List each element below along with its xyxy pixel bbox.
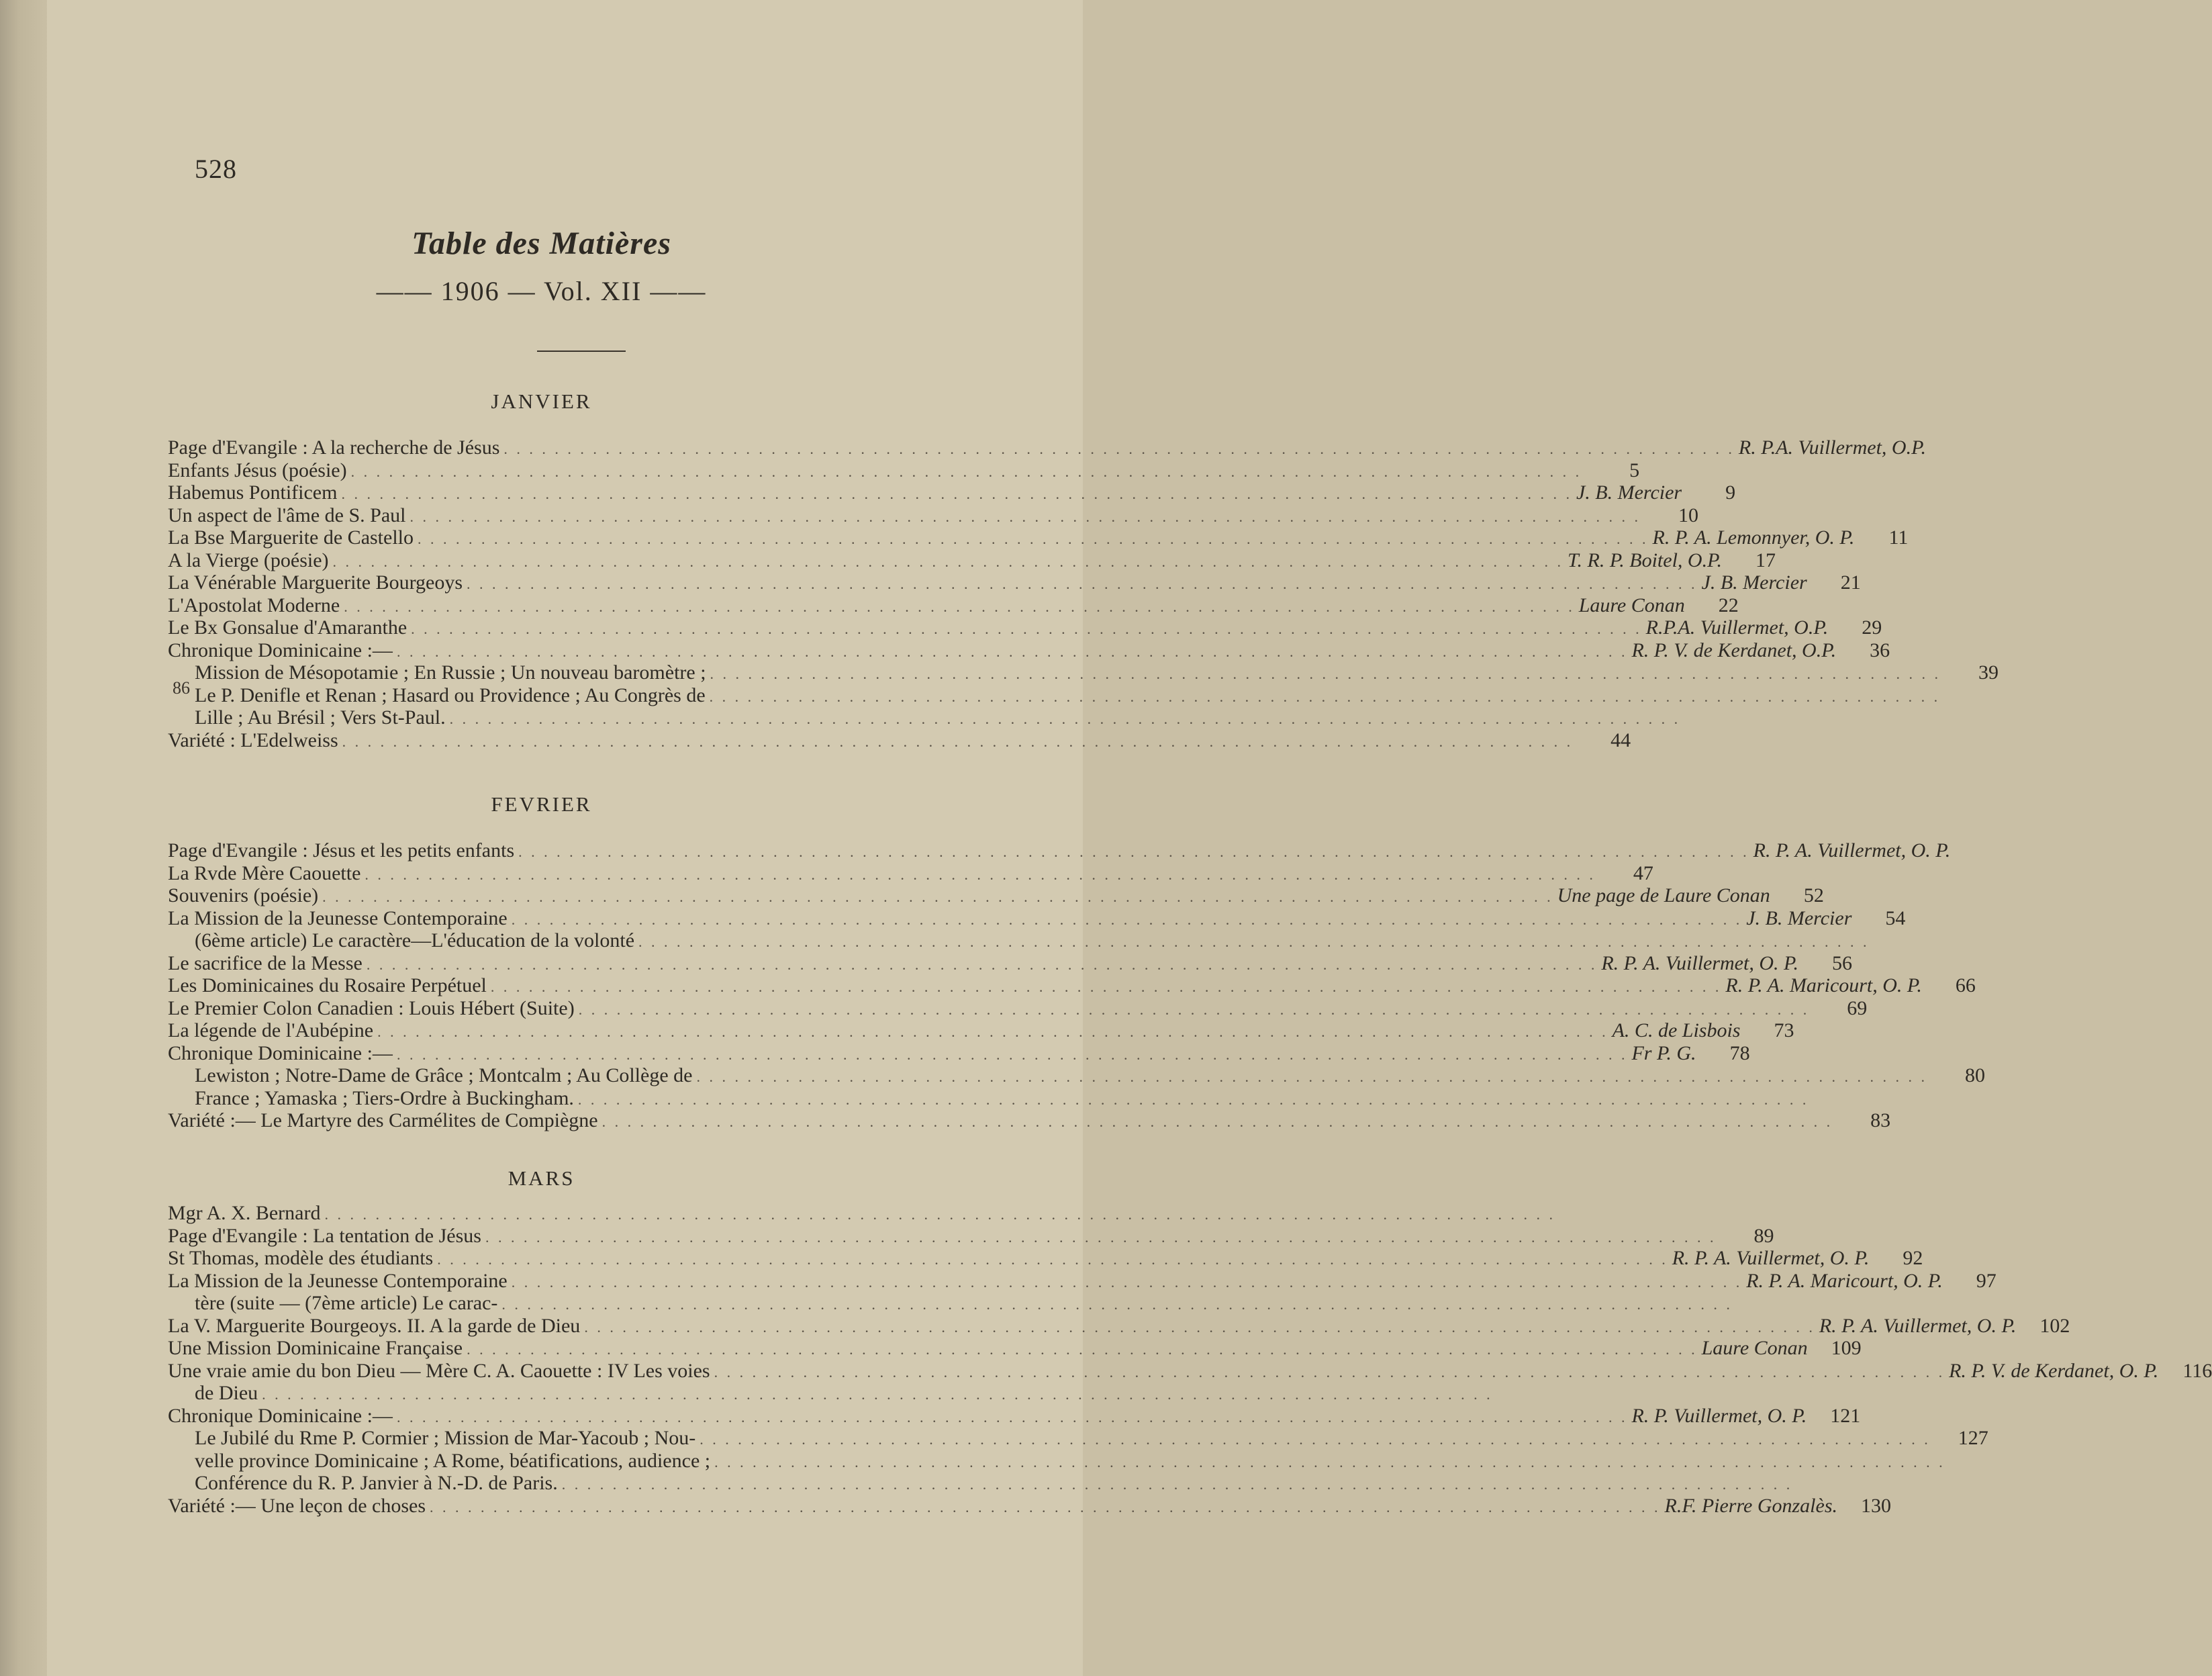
- entry-page: 121: [1830, 1404, 1861, 1427]
- entry-author: Une page de Laure Conan: [1557, 884, 1770, 906]
- entry-title: La V. Marguerite Bourgeoys. II. A la garde de Dieu: [168, 1314, 581, 1337]
- toc-entry: [168, 906, 1906, 929]
- dot-leader: [341, 487, 1572, 502]
- section-heading: JANVIER: [491, 389, 592, 413]
- entry-page: 116: [2182, 1359, 2212, 1382]
- entry-title: Les Dominicaines du Rosaire Perpétuel: [168, 974, 487, 996]
- entry-page: 39: [1978, 661, 1999, 684]
- dot-leader: [485, 1230, 1717, 1245]
- entry-author: J. B. Mercier: [1746, 906, 1852, 929]
- toc-entry: [195, 1088, 953, 1109]
- dot-leader: [430, 1500, 1661, 1515]
- entry-title: Mgr A. X. Bernard: [168, 1202, 321, 1224]
- toc-entry: [168, 594, 1739, 616]
- entry-page: 11: [1888, 526, 1909, 549]
- toc-entry: [168, 996, 1868, 1019]
- dot-leader: [397, 1048, 1628, 1062]
- entry-page: 69: [1847, 996, 1868, 1019]
- entry-page: 73: [1774, 1019, 1794, 1041]
- dot-leader: [418, 532, 1649, 547]
- toc-entry: [195, 1473, 953, 1493]
- entry-title: Le sacrifice de la Messe: [168, 951, 363, 974]
- toc-entry: [195, 1451, 953, 1471]
- entry-author: T. R. P. Boitel, O.P.: [1568, 549, 1723, 571]
- entry-title: Une Mission Dominicaine Française: [168, 1337, 463, 1359]
- entry-page: 36: [1870, 639, 1890, 661]
- entry-page: 92: [1903, 1247, 1923, 1269]
- entry-author: R. P. A. Maricourt, O. P.: [1725, 974, 1922, 996]
- toc-entry: [168, 1019, 1794, 1041]
- entry-page: 5: [1629, 459, 1640, 481]
- entry-title: Le P. Denifle et Renan ; Hasard ou Providence ; Au Congrès de: [195, 684, 706, 706]
- dot-leader: [714, 1455, 1945, 1470]
- entry-page: 83: [1870, 1109, 1891, 1131]
- entry-title: Chronique Dominicaine :—: [168, 1041, 393, 1064]
- entry-title: St Thomas, modèle des étudiants: [168, 1247, 434, 1269]
- entry-author: R. P. A. Maricourt, O. P.: [1746, 1269, 1943, 1292]
- entry-title: Page d'Evangile : A la recherche de Jésus: [168, 436, 500, 459]
- dot-leader: [467, 1342, 1698, 1357]
- toc-entry: [168, 1337, 1862, 1359]
- toc-entry: [168, 639, 1890, 661]
- toc-entry: [195, 931, 953, 951]
- toc-entry: [168, 549, 1776, 571]
- entry-title: Page d'Evangile : Jésus et les petits enfants: [168, 839, 515, 862]
- dot-leader: [467, 577, 1698, 592]
- toc-entry: [168, 1247, 1923, 1269]
- entry-page: 66: [1955, 974, 1976, 996]
- toc-entry: [195, 1383, 953, 1403]
- dot-leader: [324, 1207, 1555, 1222]
- dot-leader: [584, 1320, 1815, 1335]
- entry-title: Habemus Pontificem: [168, 481, 338, 504]
- entry-author: J. B. Mercier: [1701, 571, 1807, 594]
- entry-title: Chronique Dominicaine :—: [168, 639, 393, 661]
- dot-leader: [579, 1003, 1810, 1017]
- dot-leader: [377, 1025, 1608, 1039]
- dot-leader: [638, 935, 1870, 949]
- dot-leader: [602, 1115, 1833, 1129]
- toc-entry: [168, 459, 1640, 481]
- entry-title: Mission de Mésopotamie ; En Russie ; Un nouveau baromètre ;: [195, 661, 706, 684]
- dot-leader: [518, 845, 1749, 859]
- entry-title: Le Bx Gonsalue d'Amaranthe: [168, 616, 407, 639]
- dot-leader: [696, 1070, 1927, 1084]
- dot-leader: [342, 735, 1574, 749]
- toc-entry: [168, 616, 1882, 639]
- entry-page: 47: [1633, 862, 1653, 884]
- toc-entry: [168, 1224, 1774, 1247]
- entry-page: 9: [1725, 481, 1736, 504]
- toc-entry: [168, 1314, 2070, 1337]
- toc-entry: [195, 1293, 953, 1313]
- dot-leader: [322, 890, 1553, 904]
- toc-entry: [168, 951, 1852, 974]
- entry-author: R. P. A. Vuillermet, O. P.: [1601, 951, 1798, 974]
- dot-leader: [351, 465, 1582, 479]
- entry-title: La Vénérable Marguerite Bourgeoys: [168, 571, 463, 594]
- entry-page: 44: [1610, 729, 1631, 751]
- dot-leader: [710, 690, 1941, 704]
- dot-leader: [578, 1092, 1809, 1107]
- entry-author: J. B. Mercier: [1576, 481, 1682, 504]
- toc-entry: [168, 1269, 1997, 1292]
- toc-entry: [195, 686, 953, 706]
- dot-leader: [344, 600, 1575, 614]
- divider: [537, 351, 626, 352]
- entry-title: Le Premier Colon Canadien : Louis Hébert (Suite): [168, 996, 575, 1019]
- toc-entry: [168, 571, 1861, 594]
- entry-page: 10: [1678, 504, 1698, 526]
- entry-title: Un aspect de l'âme de S. Paul: [168, 504, 406, 526]
- entry-page: 21: [1840, 571, 1861, 594]
- toc-entry: [168, 729, 1631, 751]
- entry-author: Laure Conan: [1578, 594, 1685, 616]
- entry-page: 127: [1958, 1427, 1988, 1449]
- entry-title: La Mission de la Jeunesse Contemporaine: [168, 1269, 508, 1292]
- entry-title: Souvenirs (poésie): [168, 884, 319, 906]
- dot-leader: [714, 1365, 1945, 1380]
- entry-page: 17: [1756, 549, 1776, 571]
- entry-title: velle province Dominicaine ; A Rome, béatifications, audience ;: [195, 1449, 711, 1472]
- entry-title: La Rvde Mère Caouette: [168, 862, 361, 884]
- toc-entry: [168, 1109, 1891, 1131]
- dot-leader: [710, 667, 1941, 682]
- dot-leader: [397, 1410, 1628, 1425]
- entry-page: 54: [1885, 906, 1906, 929]
- dot-leader: [262, 1387, 1493, 1402]
- entry-author: Fr P. G.: [1631, 1041, 1696, 1064]
- entry-author: R.F. Pierre Gonzalès.: [1664, 1494, 1838, 1517]
- toc-entry: [168, 504, 1698, 526]
- entry-author: R. P. V. de Kerdanet, O. P.: [1949, 1359, 2159, 1382]
- toc-entry: [195, 708, 953, 728]
- entry-title: Conférence du R. P. Janvier à N.-D. de Paris.: [195, 1472, 558, 1494]
- entry-author: R. P. A. Vuillermet, O. P.: [1819, 1314, 2017, 1337]
- page-title: Table des Matières: [412, 226, 671, 261]
- section-heading: FEVRIER: [491, 792, 592, 816]
- section-heading: MARS: [508, 1166, 575, 1190]
- toc-entry: [168, 481, 1736, 504]
- toc-entry: [168, 526, 1909, 549]
- entry-page: 29: [1862, 616, 1882, 639]
- dot-leader: [503, 442, 1735, 457]
- entry-page: 97: [1976, 1269, 1997, 1292]
- entry-page: 89: [1753, 1224, 1774, 1247]
- dot-leader: [450, 712, 1681, 727]
- entry-author: R. P. A. Vuillermet, O. P.: [1753, 839, 1951, 862]
- entry-author: Laure Conan: [1701, 1337, 1808, 1359]
- entry-author: R. P.A. Vuillermet, O.P.: [1738, 436, 1927, 459]
- dot-leader: [367, 958, 1598, 972]
- entry-page: 130: [1861, 1494, 1892, 1517]
- entry-title: Chronique Dominicaine :—: [168, 1404, 393, 1427]
- entry-page: 56: [1831, 951, 1852, 974]
- toc-entry: [168, 862, 1653, 884]
- toc-entry: [195, 1064, 1985, 1086]
- entry-title: Lille ; Au Brésil ; Vers St-Paul.: [195, 706, 446, 729]
- dot-leader: [562, 1477, 1793, 1492]
- entry-author: R. P. Vuillermet, O. P.: [1631, 1404, 1807, 1427]
- entry-title: Variété :— Le Martyre des Carmélites de Compiègne: [168, 1109, 598, 1131]
- toc-entry: [195, 1427, 1988, 1449]
- dot-leader: [512, 1275, 1743, 1290]
- entry-title: La Bse Marguerite de Castello: [168, 526, 414, 549]
- entry-page: 22: [1718, 594, 1739, 616]
- entry-title: Enfants Jésus (poésie): [168, 459, 347, 481]
- dot-leader: [333, 555, 1564, 569]
- toc-entry: [195, 661, 1999, 684]
- entry-author: A. C. de Lisbois: [1612, 1019, 1741, 1041]
- entry-title: L'Apostolat Moderne: [168, 594, 340, 616]
- dot-leader: [411, 622, 1642, 637]
- entry-title: Une vraie amie du bon Dieu — Mère C. A. Caouette : IV Les voies: [168, 1359, 710, 1382]
- page-subtitle: —— 1906 — Vol. XII ——: [376, 276, 707, 306]
- entry-page: 102: [2039, 1314, 2070, 1337]
- toc-entry: [168, 974, 1976, 996]
- dot-leader: [365, 868, 1596, 882]
- entry-title: Lewiston ; Notre-Dame de Grâce ; Montcalm ; Au Collège de: [195, 1064, 693, 1086]
- entry-title: France ; Yamaska ; Tiers-Ordre à Buckingham.: [195, 1086, 574, 1109]
- entry-title: Le Jubilé du Rme P. Cormier ; Mission de Mar-Yacoub ; Nou-: [195, 1427, 696, 1449]
- entry-title: La Mission de la Jeunesse Contemporaine: [168, 906, 508, 929]
- dot-leader: [501, 1297, 1733, 1312]
- entry-title: de Dieu: [195, 1382, 258, 1404]
- entry-title: tère (suite — (7ème article) Le carac-: [195, 1292, 498, 1314]
- entry-title: Page d'Evangile : La tentation de Jésus: [168, 1224, 481, 1247]
- marginal-mark: 86: [173, 678, 190, 698]
- entry-page: 52: [1803, 884, 1824, 906]
- dot-leader: [491, 980, 1722, 994]
- toc-entry: [168, 1359, 2212, 1382]
- dot-leader: [700, 1432, 1931, 1447]
- toc-entry: [168, 1494, 1892, 1517]
- entry-title: (6ème article) Le caractère—L'éducation de la volonté: [195, 929, 635, 951]
- entry-title: La légende de l'Aubépine: [168, 1019, 374, 1041]
- toc-entry: [168, 436, 1927, 459]
- entry-title: A la Vierge (poésie): [168, 549, 329, 571]
- entry-author: R. P. A. Lemonnyer, O. P.: [1652, 526, 1855, 549]
- entry-author: R.P.A. Vuillermet, O.P.: [1645, 616, 1829, 639]
- entry-author: R. P. A. Vuillermet, O. P.: [1672, 1247, 1870, 1269]
- toc-entry: [168, 1041, 1750, 1064]
- entry-page: 78: [1729, 1041, 1750, 1064]
- dot-leader: [397, 645, 1628, 659]
- dot-leader: [410, 510, 1641, 524]
- toc-entry: [168, 884, 1824, 906]
- entry-title: Variété : L'Edelweiss: [168, 729, 338, 751]
- dot-leader: [512, 913, 1743, 927]
- dot-leader: [437, 1252, 1668, 1267]
- page-number: 528: [195, 154, 237, 184]
- entry-title: Variété :— Une leçon de choses: [168, 1494, 426, 1517]
- entry-page: 80: [1964, 1064, 1985, 1086]
- entry-author: R. P. V. de Kerdanet, O.P.: [1631, 639, 1837, 661]
- toc-entry: [168, 1404, 1861, 1427]
- toc-entry: [168, 839, 1951, 862]
- toc-entry: [168, 1203, 953, 1223]
- entry-page: 109: [1831, 1337, 1862, 1359]
